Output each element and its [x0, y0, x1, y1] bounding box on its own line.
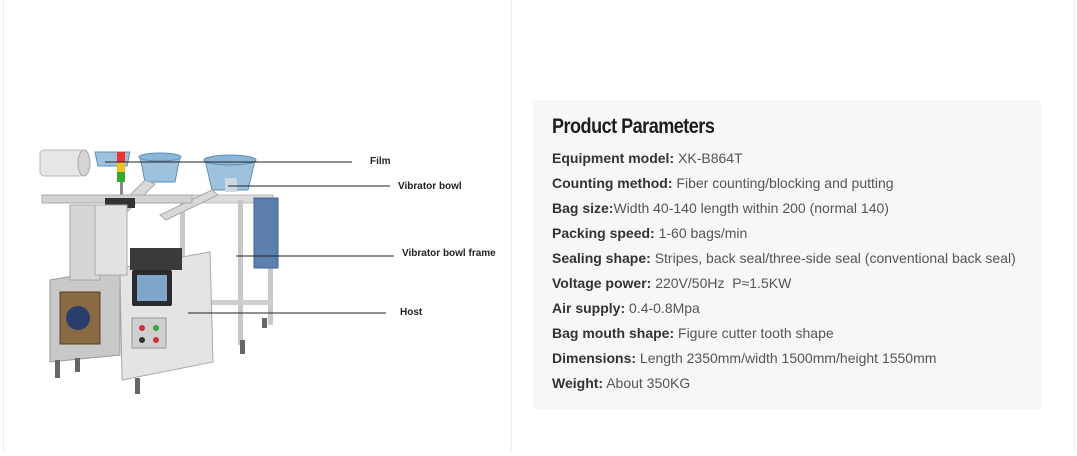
param-row-bag-mouth-shape: [552, 321, 1041, 346]
param-value: Fiber counting/blocking and putting: [676, 175, 894, 191]
param-row-packing-speed: [552, 221, 1041, 246]
param-row-voltage-power: [552, 271, 1041, 296]
param-value: 220V/50Hz P≈1.5KW: [655, 275, 792, 291]
param-value: Width 40-140 length within 200 (normal 140): [613, 200, 889, 216]
param-value: 1-60 bags/min: [658, 225, 748, 241]
panel-title: Product Parameters: [552, 115, 715, 138]
param-row-bag-size: [552, 196, 1041, 221]
param-value: XK-B864T: [678, 150, 743, 166]
param-label: Dimensions:: [552, 350, 637, 366]
param-row-sealing-shape: [552, 246, 1041, 271]
param-row-counting-method: [552, 171, 1041, 196]
param-value: 0.4-0.8Mpa: [629, 300, 700, 316]
param-row-equipment-model: [552, 146, 1041, 171]
callout-vibrator-bowl-frame: Vibrator bowl frame: [402, 248, 496, 259]
param-label: Equipment model:: [552, 150, 675, 166]
param-row-dimensions: [552, 346, 1041, 371]
param-value: About 350KG: [606, 375, 691, 391]
param-value: Stripes, back seal/three-side seal (conventional back seal): [654, 250, 1016, 266]
param-label: Bag mouth shape:: [552, 325, 675, 341]
callout-host: Host: [400, 307, 423, 318]
param-label: Air supply:: [552, 300, 626, 316]
param-label: Sealing shape:: [552, 250, 651, 266]
param-label: Weight:: [552, 375, 604, 391]
param-value: Length 2350mm/width 1500mm/height 1550mm: [639, 350, 937, 366]
product-parameters-panel: [533, 100, 1041, 409]
param-value: Figure cutter tooth shape: [678, 325, 834, 341]
machine-illustration: [0, 0, 511, 451]
param-label: Voltage power:: [552, 275, 652, 291]
param-label: Bag size:: [552, 200, 614, 216]
machine-diagram: [0, 0, 511, 451]
callout-vibrator-bowl: Vibrator bowl: [398, 181, 462, 192]
callout-film: Film: [370, 156, 391, 167]
param-label: Counting method:: [552, 175, 673, 191]
param-row-weight: [552, 371, 1041, 396]
param-label: Packing speed:: [552, 225, 655, 241]
param-row-air-supply: [552, 296, 1041, 321]
column-divider: [511, 0, 512, 451]
